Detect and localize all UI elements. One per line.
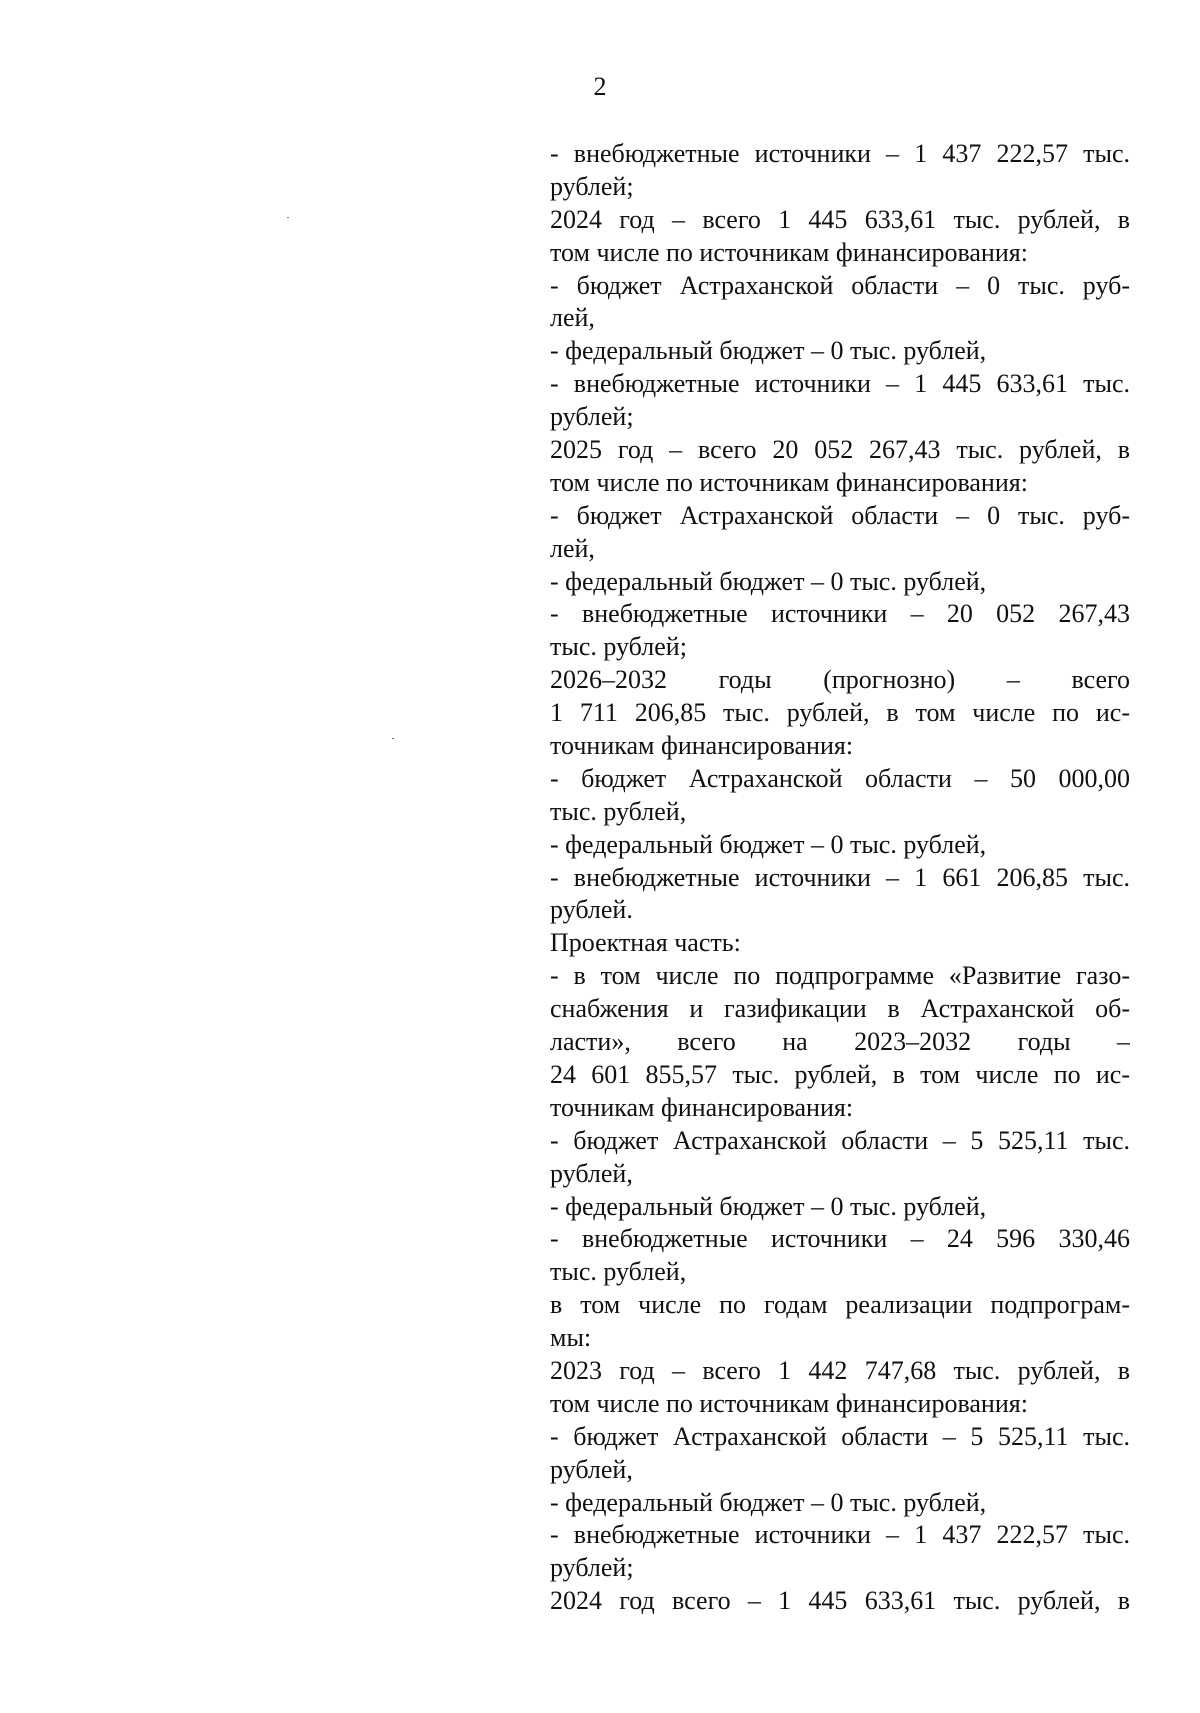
text-line: Проектная часть:	[550, 928, 741, 958]
text-line: точникам финансирования:	[550, 1092, 854, 1122]
text-line: - внебюджетные источники – 20 052 267,43	[550, 599, 1130, 629]
text-line: том числе по источникам финансирования:	[550, 467, 1028, 497]
text-line: - федеральный бюджет – 0 тыс. рублей,	[550, 336, 987, 366]
text-line: - федеральный бюджет – 0 тыс. рублей,	[550, 1191, 987, 1221]
text-line: 1 711 206,85 тыс. рублей, в том числе по ис-	[550, 698, 1130, 728]
text-line: - внебюджетные источники – 24 596 330,46	[550, 1224, 1130, 1254]
text-line: в том числе по годам реализации подпрограм-	[550, 1290, 1130, 1320]
text-line: 2024 год всего – 1 445 633,61 тыс. рублей, в	[550, 1586, 1130, 1616]
text-line: - внебюджетные источники – 1 445 633,61 тыс.	[550, 369, 1130, 399]
text-line: 2024 год – всего 1 445 633,61 тыс. рублей, в	[550, 204, 1130, 234]
body-text-column	[550, 138, 1130, 1618]
text-line: 2025 год – всего 20 052 267,43 тыс. рублей, в	[550, 435, 1130, 465]
text-line: - бюджет Астраханской области – 5 525,11 тыс.	[550, 1125, 1130, 1155]
text-line: - внебюджетные источники – 1 437 222,57 тыс.	[550, 139, 1130, 168]
page-number: 2	[593, 72, 607, 101]
text-line: том числе по источникам финансирования:	[550, 237, 1028, 267]
text-line: том числе по источникам финансирования:	[550, 1388, 1028, 1418]
text-line: рублей;	[550, 1553, 634, 1583]
text-line: ласти», всего на 2023–2032 годы –	[550, 1027, 1130, 1057]
text-line: точникам финансирования:	[550, 731, 854, 761]
text-line: рублей.	[550, 895, 633, 925]
text-line: - в том числе по подпрограмме «Развитие газо-	[550, 961, 1130, 991]
text-line: рублей,	[550, 1158, 633, 1188]
text-line: тыс. рублей;	[550, 632, 687, 662]
text-line: рублей;	[550, 171, 634, 201]
text-line: лей,	[550, 303, 595, 333]
scan-speck	[392, 738, 394, 739]
text-line: рублей,	[550, 1454, 633, 1484]
text-line: 2026–2032 годы (прогнозно) – всего	[550, 665, 1130, 695]
text-line: 24 601 855,57 тыс. рублей, в том числе по ис-	[550, 1059, 1130, 1089]
text-line: - бюджет Астраханской области – 5 525,11 тыс.	[550, 1421, 1130, 1451]
text-line: мы:	[550, 1323, 592, 1353]
text-line: - федеральный бюджет – 0 тыс. рублей,	[550, 566, 987, 596]
text-line: лей,	[550, 533, 595, 563]
text-line: - федеральный бюджет – 0 тыс. рублей,	[550, 829, 987, 859]
text-line: 2023 год – всего 1 442 747,68 тыс. рублей, в	[550, 1355, 1130, 1385]
text-line: - внебюджетные источники – 1 437 222,57 тыс.	[550, 1520, 1130, 1550]
text-line: - бюджет Астраханской области – 50 000,00	[550, 763, 1130, 793]
text-line: - бюджет Астраханской области – 0 тыс. руб-	[550, 270, 1130, 300]
text-line: - федеральный бюджет – 0 тыс. рублей,	[550, 1487, 987, 1517]
text-line: снабжения и газификации в Астраханской об-	[550, 994, 1130, 1024]
scan-speck	[287, 217, 289, 218]
text-line: - внебюджетные источники – 1 661 206,85 тыс.	[550, 862, 1130, 892]
text-line: - бюджет Астраханской области – 0 тыс. руб-	[550, 500, 1130, 530]
text-line: тыс. рублей,	[550, 1257, 687, 1287]
text-line: рублей;	[550, 402, 634, 432]
text-line: тыс. рублей,	[550, 796, 687, 826]
